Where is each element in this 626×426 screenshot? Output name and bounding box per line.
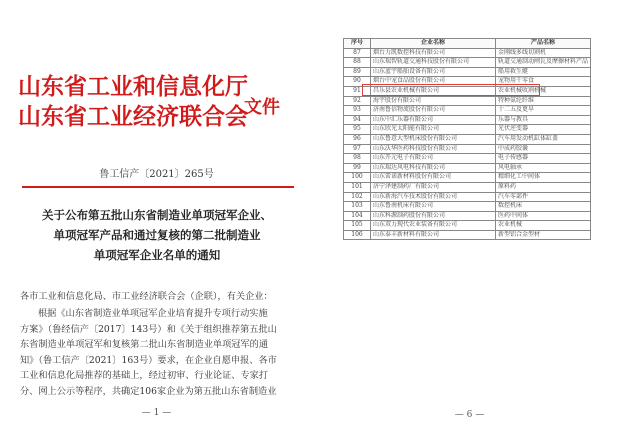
- row-product: 风电轴承: [496, 163, 591, 173]
- row-seq: 90: [344, 77, 371, 87]
- row-company: 山东沃华医药科技股份有限公司: [371, 144, 496, 154]
- row-product: 电子传感器: [496, 154, 591, 164]
- letterhead-line-2: 山东省工业经济联合会: [18, 104, 248, 130]
- red-divider-line: [22, 186, 294, 188]
- notice-title: [24, 205, 290, 265]
- table-row: [344, 182, 591, 192]
- header-company: 企业名称: [371, 39, 496, 49]
- highlight-box: [362, 84, 540, 96]
- table-row: [344, 221, 591, 231]
- header-product: 产品名称: [496, 39, 591, 49]
- row-seq: 106: [344, 230, 371, 240]
- row-company: 烟台中宠食品股份有限公司: [371, 77, 496, 87]
- row-company: 山东新海汽车技术股份有限公司: [371, 192, 496, 202]
- row-seq: 87: [344, 48, 371, 58]
- row-company: 山东蓝宇船舶设备有限公司: [371, 67, 496, 77]
- addressee: 各市工业和信息化局、市工业经济联合会（企联），有关企业：: [20, 291, 273, 302]
- body-line-1: 根据《山东省制造业单项冠军企业培育提升专项行动实施: [38, 308, 268, 319]
- body-line-4: 知》（鲁工信产〔2021〕163号）要求，在企业自愿申报、各市: [20, 354, 277, 366]
- row-product: 汽车用发动机缸体缸盖: [496, 134, 591, 144]
- row-product: 农业机械: [496, 221, 591, 231]
- row-product: 汽车零部件: [496, 192, 591, 202]
- row-product: 乐器与教具: [496, 115, 591, 125]
- table-row: [344, 67, 591, 77]
- row-product: 农业机械收割机械: [496, 86, 591, 96]
- row-product: 中成药胶囊: [496, 144, 591, 154]
- row-seq: 101: [344, 182, 371, 192]
- title-line-2: 单项冠军产品和通过复核的第二批制造业: [53, 228, 261, 242]
- row-product: 船用救生艇: [496, 67, 591, 77]
- row-seq: 100: [344, 173, 371, 183]
- row-company: 海宇股份有限公司: [371, 96, 496, 106]
- red-letterhead: [18, 72, 308, 132]
- table-row: [344, 144, 591, 154]
- table-row: [344, 134, 591, 144]
- left-page-number: — 1 —: [141, 408, 172, 418]
- row-product: 数控机床: [496, 202, 591, 212]
- row-product: 宠物用干零食: [496, 77, 591, 87]
- row-seq: 99: [344, 163, 371, 173]
- table-row: [344, 230, 591, 240]
- row-seq: 89: [344, 67, 371, 77]
- body-line-5: 工业和信息化局推荐的基础上，经过初审、行业论证、专家打: [20, 370, 269, 381]
- header-seq: 序号: [344, 39, 371, 49]
- table-row: [344, 173, 591, 183]
- row-company: 昌乐县农业机械有限公司: [371, 86, 496, 96]
- table-row: [344, 211, 591, 221]
- row-product: 特种氨纶纤维: [496, 96, 591, 106]
- row-product: 轨道交通制动闸瓦及摩擦材料产品: [496, 58, 591, 68]
- row-product: 光伏逆变器: [496, 125, 591, 135]
- row-product: 原料药: [496, 182, 591, 192]
- row-company: 济南鲁信物流股份有限公司: [371, 106, 496, 116]
- row-company: 山东双力现代农业装备有限公司: [371, 221, 496, 231]
- row-company: 山东鲁意大型机床股份有限公司: [371, 134, 496, 144]
- body-paragraph: [20, 306, 294, 399]
- row-product: 新型铝合金型材: [496, 230, 591, 240]
- row-seq: 95: [344, 125, 371, 135]
- row-seq: 98: [344, 154, 371, 164]
- table-row: [344, 48, 591, 58]
- document-number: 鲁工信产〔2021〕265号: [99, 169, 214, 180]
- right-page-number: — 6 —: [454, 410, 485, 420]
- title-line-3: 单项冠军企业名单的通知: [93, 248, 221, 262]
- table-row: [344, 106, 591, 116]
- table-row: [344, 202, 591, 212]
- row-product: 十二五及更早: [496, 106, 591, 116]
- body-line-3: 东省制造业单项冠军和复核第二批山东省制造业单项冠军的通: [20, 339, 269, 350]
- row-seq: 88: [344, 58, 371, 68]
- row-company: 山东中汇乐器有限公司: [371, 115, 496, 125]
- row-seq: 94: [344, 115, 371, 125]
- row-seq: 105: [344, 221, 371, 231]
- body-line-6: 分、网上公示等程序，共确定106家企业为第五批山东省制造业: [20, 385, 277, 397]
- table-row: [344, 58, 591, 68]
- row-company: 济宁泽建制药厂有限公司: [371, 182, 496, 192]
- row-company: 山东鲁南机床有限公司: [371, 202, 496, 212]
- row-company: 山东瑞达风电科技有限公司: [371, 163, 496, 173]
- table-header-row: [344, 39, 591, 49]
- letterhead-suffix: 文件: [244, 97, 280, 118]
- table-row: [344, 115, 591, 125]
- row-product: 精细化工中间体: [496, 173, 591, 183]
- row-company: 山东瑞智轨道交通科技股份有限公司: [371, 58, 496, 68]
- table-row: [344, 125, 591, 135]
- row-seq: 97: [344, 144, 371, 154]
- row-company: 山东泰丰新材料有限公司: [371, 230, 496, 240]
- row-product: 医药中间体: [496, 211, 591, 221]
- row-company: 山东欣光太阳能有限公司: [371, 125, 496, 135]
- row-seq: 92: [344, 96, 371, 106]
- row-company: 山东科源制药股份有限公司: [371, 211, 496, 221]
- row-seq: 93: [344, 106, 371, 116]
- row-seq: 104: [344, 211, 371, 221]
- row-product: 金刚线多线切割机: [496, 48, 591, 58]
- row-seq: 103: [344, 202, 371, 212]
- table-row: [344, 154, 591, 164]
- row-seq: 91: [344, 86, 371, 96]
- row-company: 烟台力凯数控科技有限公司: [371, 48, 496, 58]
- table-row: [344, 192, 591, 202]
- row-company: 山东开元电子有限公司: [371, 154, 496, 164]
- title-line-1: 关于公布第五批山东省制造业单项冠军企业、: [42, 208, 272, 222]
- row-company: 山东雷诺新材料股份有限公司: [371, 173, 496, 183]
- table-row: [344, 163, 591, 173]
- row-seq: 102: [344, 192, 371, 202]
- letterhead-line-1: 山东省工业和信息化厅: [18, 74, 248, 100]
- table-row: [344, 96, 591, 106]
- body-line-2: 方案》（鲁经信产〔2017〕143号）和《关于组织推荐第五批山: [20, 323, 277, 335]
- company-list-table: [343, 38, 591, 240]
- row-seq: 96: [344, 134, 371, 144]
